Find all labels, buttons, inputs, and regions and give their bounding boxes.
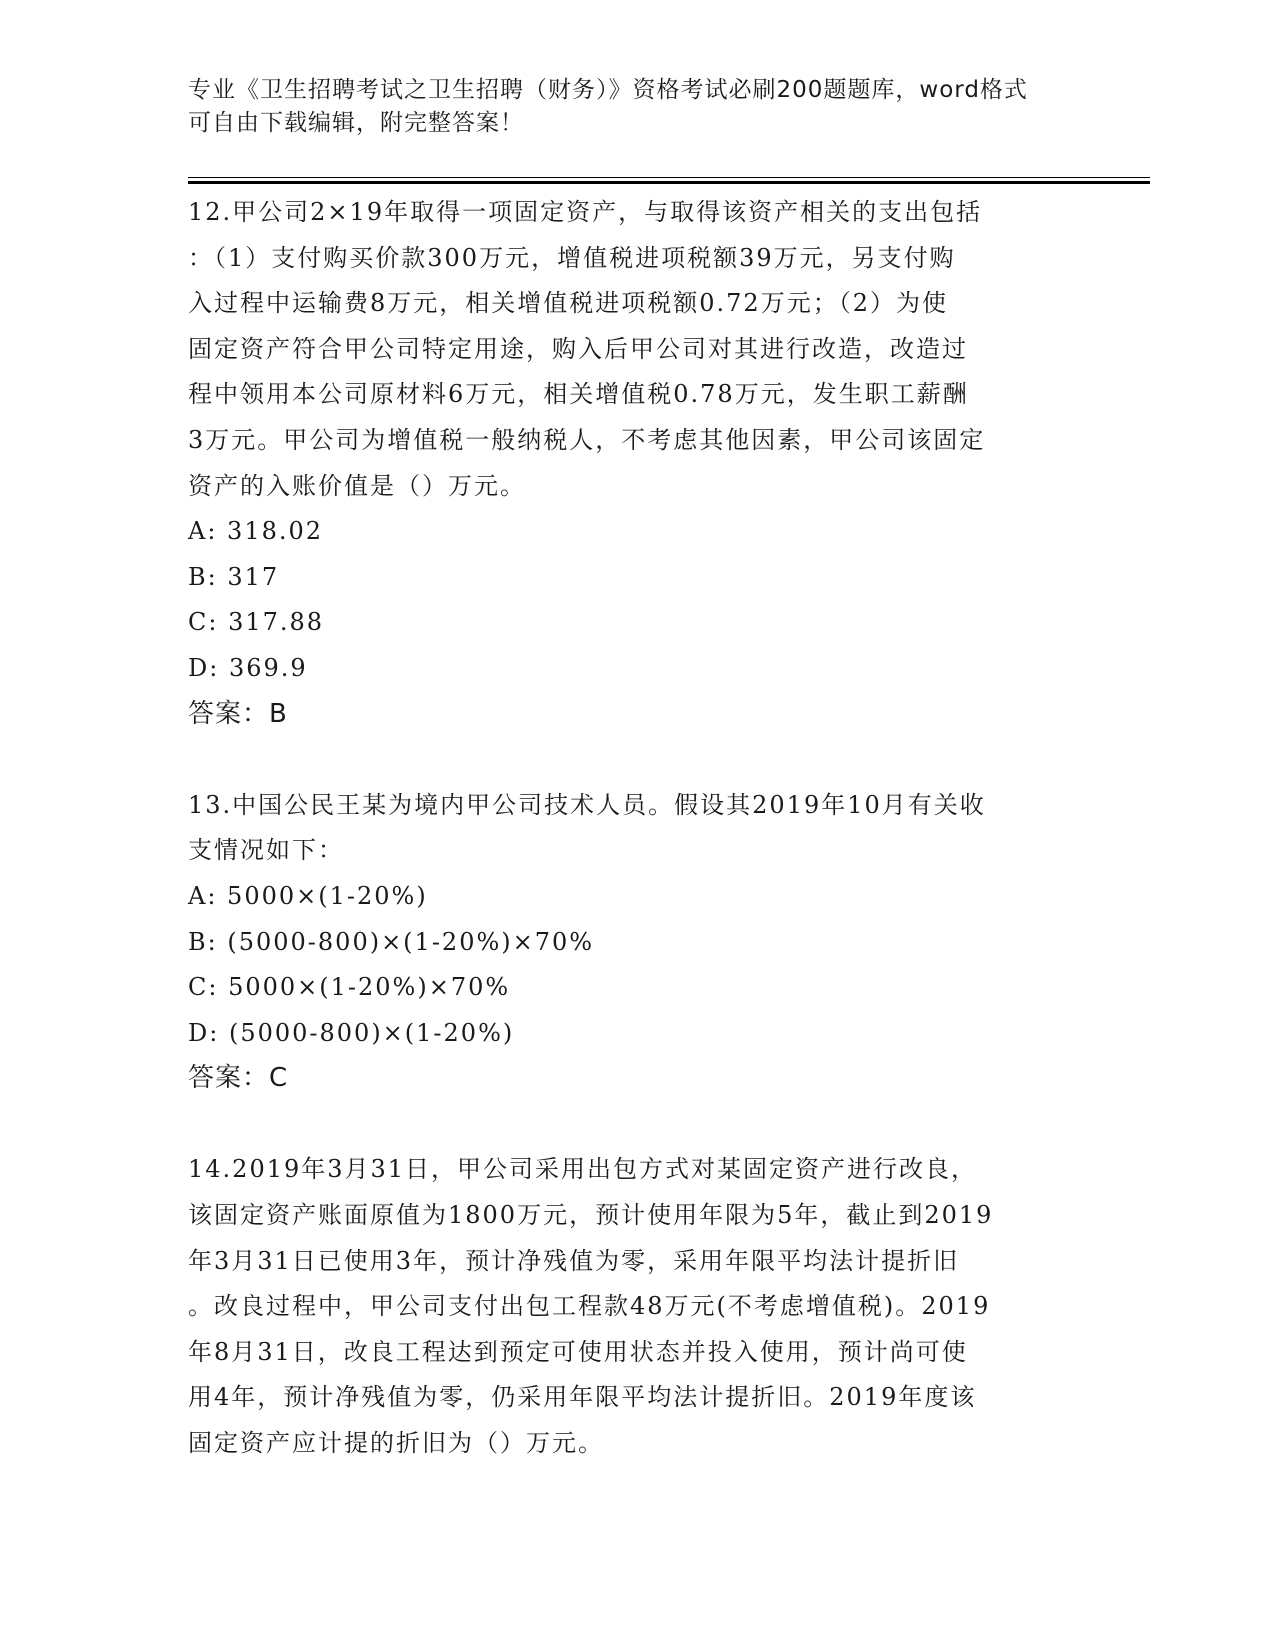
question-text-line: 入过程中运输费8万元，相关增值税进项税额0.72万元；（2）为使 (188, 289, 948, 318)
question-text-line: 3万元。甲公司为增值税一般纳税人，不考虑其他因素，甲公司该固定 (188, 425, 986, 454)
answer-label: 答案：B (188, 698, 288, 729)
question-list (188, 190, 1088, 1467)
question-text-line: 支情况如下： (188, 836, 344, 865)
document-header (188, 74, 1088, 140)
header-divider-thick (188, 181, 1150, 184)
question-text-line: 程中领用本公司原材料6万元，相关增值税0.78万元，发生职工薪酬 (188, 380, 969, 409)
header-line-2: 可自由下载编辑，附完整答案！ (188, 110, 524, 136)
option-a: A: 5000×(1-20%) (188, 881, 428, 910)
option-d: D: 369.9 (188, 653, 308, 682)
option-b: B: (5000-800)×(1-20%)×70% (188, 927, 595, 956)
question-text-line: 该固定资产账面原值为1800万元，预计使用年限为5年，截止到2019 (188, 1201, 994, 1230)
question-text-line: 年3月31日已使用3年，预计净残值为零，采用年限平均法计提折旧 (188, 1246, 960, 1275)
question-14 (188, 1147, 1088, 1466)
question-text-line: 资产的入账价值是（）万元。 (188, 471, 526, 500)
question-12 (188, 190, 1088, 737)
option-d: D: (5000-800)×(1-20%) (188, 1018, 515, 1047)
question-text-line: 固定资产应计提的折旧为（）万元。 (188, 1429, 604, 1458)
question-text-line: ：（1）支付购买价款300万元，增值税进项税额39万元，另支付购 (188, 243, 956, 272)
option-c: C: 5000×(1-20%)×70% (188, 973, 511, 1002)
question-text-line: 。改良过程中，甲公司支付出包工程款48万元(不考虑增值税)。2019 (188, 1292, 991, 1321)
option-a: A: 318.02 (188, 517, 324, 546)
question-13 (188, 783, 1088, 1102)
question-text-line: 用4年，预计净残值为零，仍采用年限平均法计提折旧。2019年度该 (188, 1383, 977, 1412)
option-b: B: 317 (188, 562, 280, 591)
option-c: C: 317.88 (188, 608, 325, 637)
question-text-line: 12.甲公司2×19年取得一项固定资产，与取得该资产相关的支出包括 (188, 198, 983, 226)
question-spacer (188, 737, 1088, 783)
question-text-line: 13.中国公民王某为境内甲公司技术人员。假设其2019年10月有关收 (188, 790, 986, 819)
question-text-line: 14.2019年3月31日，甲公司采用出包方式对某固定资产进行改良， (188, 1155, 978, 1184)
question-text-line: 固定资产符合甲公司特定用途，购入后甲公司对其进行改造，改造过 (188, 334, 968, 363)
header-divider-thin (188, 177, 1150, 178)
answer-label: 答案：C (188, 1063, 289, 1094)
header-line-1: 专业《卫生招聘考试之卫生招聘（财务）》资格考试必刷200题题库，word格式 (188, 77, 1028, 103)
question-spacer (188, 1102, 1088, 1148)
question-text-line: 年8月31日，改良工程达到预定可使用状态并投入使用，预计尚可使 (188, 1337, 968, 1366)
